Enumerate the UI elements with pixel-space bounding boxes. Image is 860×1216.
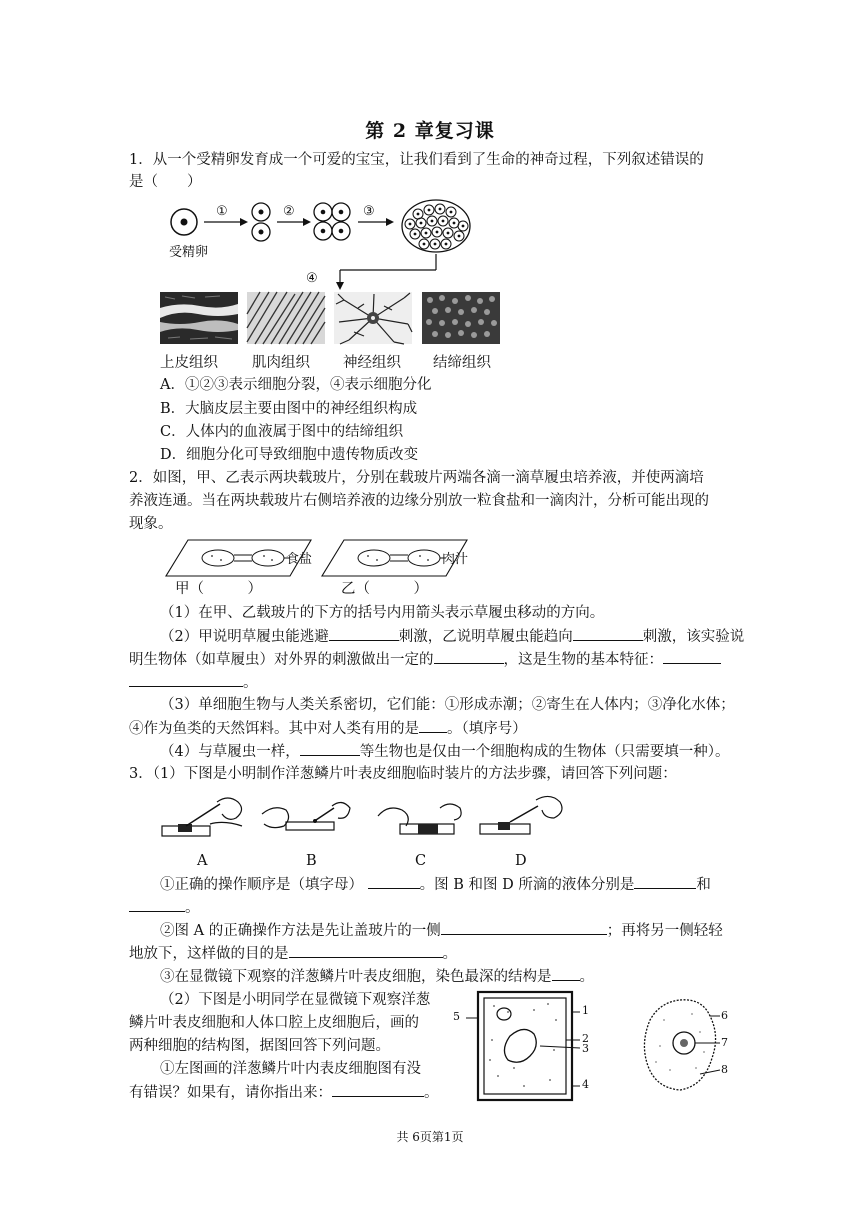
- tissue-label-connective: 结缔组织: [433, 355, 491, 371]
- q2-part2-line2: [129, 648, 721, 671]
- answer-blank[interactable]: [441, 919, 607, 935]
- step-2-label: ②: [283, 204, 295, 219]
- q3-part2-line2: 鳞片叶表皮细胞和人体口腔上皮细胞后，画的: [129, 1015, 419, 1031]
- plant-label-4: 4: [582, 1078, 589, 1091]
- epithelial-tissue-image: [160, 292, 238, 344]
- answer-blank[interactable]: [434, 648, 504, 664]
- answer-blank[interactable]: [329, 625, 399, 641]
- q3-sub3-text-b: 。: [579, 969, 594, 985]
- q3-sub1-line1: [160, 873, 711, 896]
- slide-step-a-image: [162, 796, 250, 844]
- q3-stem: 3．（1）下图是小明制作洋葱鳞片叶表皮细胞临时装片的方法步骤，请回答下列问题：: [129, 766, 677, 782]
- q3-part2-text-a: 有错误？如果有，请你指出来：: [129, 1085, 332, 1101]
- q2-part2-text-f: 。: [243, 675, 258, 691]
- answer-blank[interactable]: [419, 717, 447, 733]
- animal-label-6: 6: [721, 1009, 728, 1022]
- q3-part2-line1: （2）下图是小明同学在显微镜下观察洋葱: [160, 992, 431, 1008]
- q3-sub1-text-b: 。图 B 和图 D 所滴的液体分别是: [419, 877, 635, 893]
- q3-sub2-text-a: ②图 A 的正确操作方法是先让盖玻片的一侧: [160, 923, 441, 939]
- slide-step-d-image: [480, 796, 568, 844]
- answer-blank[interactable]: [332, 1081, 424, 1097]
- cheek-cell-diagram: [640, 996, 730, 1096]
- answer-blank[interactable]: [300, 740, 360, 756]
- q1-option-c: C．人体内的血液属于图中的结缔组织: [160, 424, 404, 440]
- q1-stem-line1: 1．从一个受精卵发育成一个可爱的宝宝，让我们看到了生命的神奇过程，下列叙述错误的: [129, 152, 704, 168]
- q2-part2-text-b: 刺激，乙说明草履虫能趋向: [398, 629, 573, 645]
- q2-part3-line2: [129, 717, 527, 740]
- q2-part2-text-a: （2）甲说明草履虫能逃避: [160, 629, 329, 645]
- tissue-label-epithelial: 上皮组织: [160, 355, 218, 371]
- q2-part4: [160, 740, 729, 763]
- q3-part2-line4: ①左图画的洋葱鳞片叶内表皮细胞图有没: [160, 1061, 421, 1077]
- q2-part4-text-b: 等生物也是仅由一个细胞构成的生物体（只需要填一种）。: [359, 744, 730, 760]
- q3-sub1-text-a: ①正确的操作顺序是（填字母）: [160, 877, 363, 893]
- slide-step-c-image: [378, 796, 466, 844]
- page-title: 第 2 章复习课: [365, 120, 495, 142]
- q3-part2-line5: [129, 1081, 439, 1104]
- answer-blank[interactable]: [552, 965, 580, 981]
- answer-blank[interactable]: [129, 671, 243, 687]
- q3-sub3: [160, 965, 594, 988]
- salt-label: 食盐: [286, 552, 313, 567]
- q2-stem-line2: 养液连通。当在两块载玻片右侧培养液的边缘分别放一粒食盐和一滴肉汁，分析可能出现的: [129, 493, 709, 509]
- q3-sub2-line2: [129, 942, 457, 965]
- q3-part2-line3: 两种细胞的结构图，据图回答下列问题。: [129, 1038, 390, 1054]
- page-footer: 共 6页第1页: [396, 1130, 464, 1144]
- q2-part2-text-d: 明生物体（如草履虫）对外界的刺激做出一定的: [129, 652, 434, 668]
- slide-yi-caption: 乙（ ）: [341, 581, 428, 597]
- answer-blank[interactable]: [368, 873, 420, 889]
- animal-label-7: 7: [721, 1036, 728, 1049]
- answer-blank[interactable]: [573, 625, 643, 641]
- animal-label-8: 8: [721, 1063, 728, 1076]
- q1-option-b: B．大脑皮层主要由图中的神经组织构成: [160, 401, 418, 417]
- meat-juice-label: 肉汁: [442, 552, 469, 567]
- q3-sub2-line1: [160, 919, 723, 942]
- tissue-label-muscle: 肌肉组织: [252, 355, 310, 371]
- plant-label-5: 5: [453, 1010, 460, 1023]
- q2-part2-text-c: 刺激，该实验说: [642, 629, 745, 645]
- answer-blank[interactable]: [129, 896, 185, 912]
- answer-blank[interactable]: [663, 648, 721, 664]
- q2-stem-line3: 现象。: [129, 516, 173, 532]
- step-1-label: ①: [216, 204, 228, 219]
- q2-part3-line1: （3）单细胞生物与人类关系密切，它们能：①形成赤潮；②寄生在人体内；③净化水体；: [160, 697, 735, 713]
- q3-sub1-line2: [129, 896, 200, 919]
- q2-part2-text-e: ，这是生物的基本特征：: [503, 652, 663, 668]
- cell-division-diagram: [160, 198, 520, 288]
- step-4-label: ④: [306, 271, 318, 286]
- step-a-label: A: [197, 853, 208, 869]
- onion-cell-diagram: [464, 990, 594, 1104]
- step-d-label: D: [515, 853, 527, 869]
- q1-stem-line2: 是（ ）: [129, 174, 202, 190]
- q3-sub2-text-d: 。: [442, 946, 457, 962]
- q2-part2-line3: [129, 671, 258, 694]
- q2-stem-line1: 2．如图，甲、乙表示两块载玻片，分别在载玻片两端各滴一滴草履虫培养液，并使两滴培: [129, 470, 704, 486]
- q3-sub1-text-c: 和: [696, 877, 711, 893]
- fertilized-egg-label: 受精卵: [169, 245, 209, 260]
- connective-tissue-image: [422, 292, 500, 344]
- nerve-tissue-image: [334, 292, 412, 344]
- step-3-label: ③: [363, 204, 375, 219]
- slide-jia-caption: 甲（ ）: [175, 581, 262, 597]
- slide-step-b-image: [262, 796, 350, 844]
- tissue-label-nerve: 神经组织: [343, 355, 401, 371]
- q3-part2-text-b: 。: [424, 1085, 439, 1101]
- step-c-label: C: [415, 853, 427, 869]
- q2-part4-text-a: （4）与草履虫一样，: [160, 744, 300, 760]
- q3-sub2-text-c: 地放下，这样做的目的是: [129, 946, 289, 962]
- q3-sub1-text-d: 。: [185, 900, 200, 916]
- q2-part3-text-b: ④作为鱼类的天然饵料。其中对人类有用的是: [129, 721, 419, 737]
- plant-label-3: 3: [582, 1042, 589, 1055]
- q1-option-a: A．①②③表示细胞分裂，④表示细胞分化: [160, 377, 432, 393]
- plant-label-1: 1: [582, 1004, 589, 1017]
- q2-part2-line1: [160, 625, 744, 648]
- answer-blank[interactable]: [289, 942, 443, 958]
- q1-option-d: D．细胞分化可导致细胞中遗传物质改变: [160, 447, 419, 463]
- q3-sub2-text-b: ；再将另一侧轻轻: [606, 923, 723, 939]
- step-b-label: B: [306, 853, 317, 869]
- answer-blank[interactable]: [634, 873, 696, 889]
- q2-part1: （1）在甲、乙载玻片的下方的括号内用箭头表示草履虫移动的方向。: [160, 605, 605, 621]
- q2-part3-text-c: 。（填序号）: [447, 721, 527, 737]
- q3-sub3-text-a: ③在显微镜下观察的洋葱鳞片叶表皮细胞，染色最深的结构是: [160, 969, 552, 985]
- plant-label-2: 2: [582, 1032, 589, 1045]
- muscle-tissue-image: [247, 292, 325, 344]
